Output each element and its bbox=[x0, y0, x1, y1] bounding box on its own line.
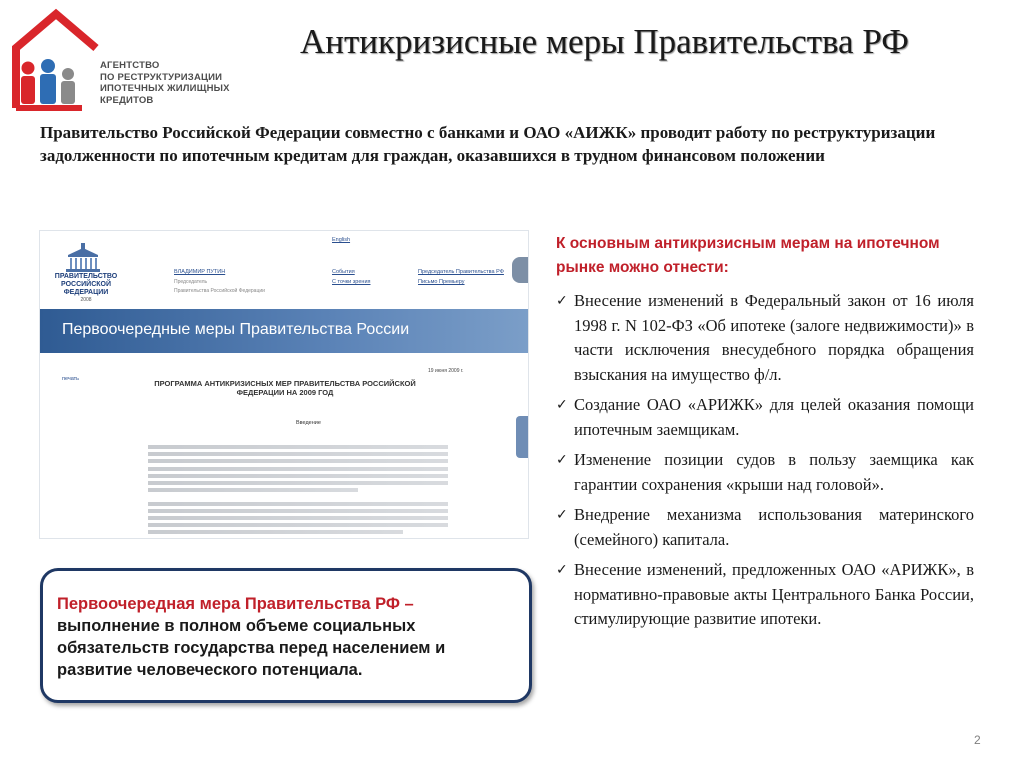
events-link[interactable]: События bbox=[332, 269, 355, 275]
document-date: 19 июня 2009 г. bbox=[428, 368, 464, 374]
list-item bbox=[556, 448, 974, 497]
side-tab-icon bbox=[516, 416, 528, 458]
scroll-knob-icon bbox=[512, 257, 528, 283]
logo-text bbox=[100, 60, 230, 106]
logo-line: ИПОТЕЧНЫХ ЖИЛИЩНЫХ bbox=[100, 83, 230, 94]
page-title: Антикризисные меры Правительства РФ bbox=[300, 22, 909, 61]
callout-text: выполнение в полном объеме социальных обязательств государства перед населением и развитие человеческого потенциала. bbox=[57, 617, 446, 679]
government-year: 2008 bbox=[80, 297, 92, 303]
document-body-text bbox=[148, 445, 448, 539]
page-number: 2 bbox=[974, 733, 981, 747]
agency-logo bbox=[12, 8, 230, 113]
letter-link[interactable]: Письмо Премьеру bbox=[418, 279, 465, 285]
program-title: ПРОГРАММА АНТИКРИЗИСНЫХ МЕР ПРАВИТЕЛЬСТВА РОССИЙСКОЙ ФЕДЕРАЦИИ НА 2009 ГОД bbox=[154, 379, 416, 397]
logo-line: АГЕНТСТВО bbox=[100, 60, 160, 71]
putin-link[interactable]: ВЛАДИМИР ПУТИН bbox=[174, 269, 226, 275]
check-mark-icon: ✓ bbox=[556, 562, 568, 578]
logo-line: ПО РЕСТРУКТУРИЗАЦИИ bbox=[100, 71, 223, 83]
list-item-text: Внедрение механизма использования материнского (семейного) капитала. bbox=[574, 505, 974, 549]
check-mark-icon: ✓ bbox=[556, 293, 568, 309]
viewpoint-link[interactable]: С точки зрения bbox=[332, 279, 371, 285]
list-item bbox=[556, 393, 974, 442]
print-link[interactable]: печать bbox=[62, 376, 80, 382]
logo-line: КРЕДИТОВ bbox=[100, 94, 154, 106]
list-item bbox=[556, 289, 974, 387]
government-site-screenshot bbox=[39, 230, 529, 539]
site-banner bbox=[40, 309, 528, 353]
banner-title: Первоочередные меры Правительства России bbox=[62, 321, 410, 338]
check-mark-icon: ✓ bbox=[556, 507, 568, 523]
government-name: ПРАВИТЕЛЬСТВО РОССИЙСКОЙ ФЕДЕРАЦИИ bbox=[54, 273, 118, 296]
list-item bbox=[556, 558, 974, 632]
list-item-text: Внесение изменений, предложенных ОАО «АРИЖК», в нормативно-правовые акты Центрального Банка России, стимулирующие развитие ипотеки. bbox=[574, 560, 974, 628]
list-item-text: Внесение изменений в Федеральный закон от 16 июля 1998 г. N 102-ФЗ «Об ипотеке (залоге недвижимости)» в части исключения внесудебного порядка обращения взыскания на имущество ф/л. bbox=[574, 291, 974, 384]
priority-callout bbox=[40, 568, 532, 703]
list-item-text: Изменение позиции судов в пользу заемщика как гарантии сохранения «крыши над головой». bbox=[574, 450, 974, 494]
callout-highlight: Первоочередная мера Правительства РФ – bbox=[57, 595, 414, 613]
house-logo-icon bbox=[12, 8, 104, 113]
site-header bbox=[40, 231, 528, 307]
government-caption: Правительства Российской Федерации bbox=[174, 288, 265, 294]
check-mark-icon: ✓ bbox=[556, 397, 568, 413]
check-mark-icon: ✓ bbox=[556, 452, 568, 468]
measures-list bbox=[556, 289, 974, 638]
chairman-link[interactable]: Председатель Правительства РФ bbox=[418, 269, 504, 275]
list-item-text: Создание ОАО «АРИЖК» для целей оказания помощи ипотечным заемщикам. bbox=[574, 395, 974, 439]
section-heading: Введение bbox=[296, 420, 321, 426]
intro-paragraph: Правительство Российской Федерации совместно с банками и ОАО «АИЖК» проводит работу по реструктуризации задолженности по ипотечным кредитам для граждан, оказавшихся в трудном финансовом положении bbox=[40, 123, 936, 165]
chairman-caption: Председатель bbox=[174, 279, 208, 285]
english-link[interactable]: English bbox=[332, 237, 351, 243]
list-item bbox=[556, 503, 974, 552]
measures-heading: К основным антикризисным мерам на ипотечном рынке можно отнести: bbox=[556, 235, 940, 276]
government-building-icon bbox=[60, 241, 106, 275]
